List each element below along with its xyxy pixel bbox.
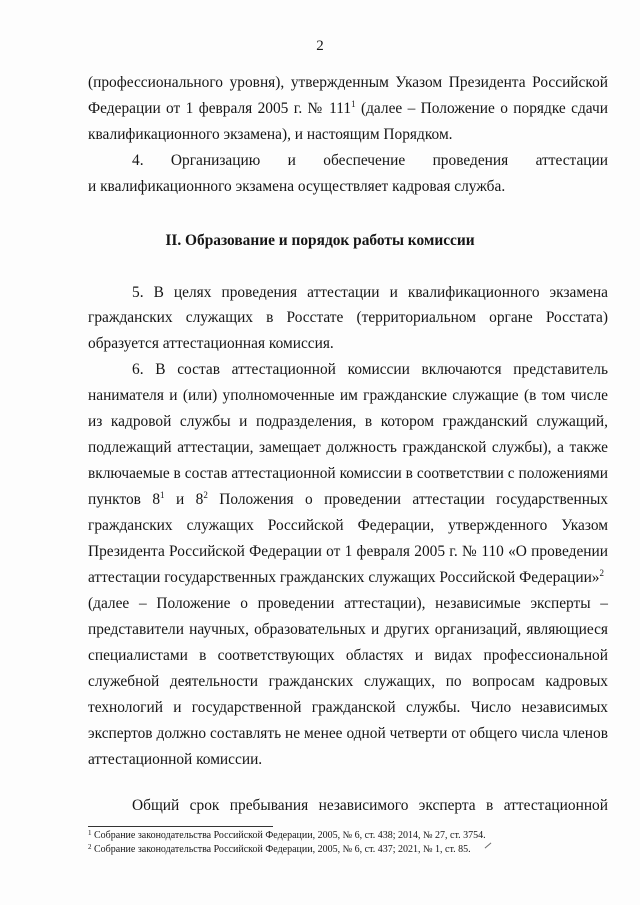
text-line: квалификационного экзамена), и настоящим Порядком. — [88, 126, 453, 143]
page-number: 2 — [316, 38, 324, 54]
footnote-number: 1 — [88, 829, 92, 837]
text-line: Президента Российской Федерации от 1 февраля 2005 г. № 110 «О проведении — [88, 543, 608, 560]
footnote-number: 2 — [88, 843, 92, 851]
text-line: 4. Организацию и обеспечение проведения аттестации — [132, 152, 608, 169]
text-segment: пунктов 8 — [88, 491, 161, 508]
text-line: нанимателя и (или) уполномоченные им гражданские служащие (в том числе — [88, 387, 608, 404]
text-line: подлежащий аттестации, замещает должность гражданской службы), а также — [88, 439, 608, 456]
footnote — [88, 829, 486, 842]
text-line: (далее – Положение о проведении аттестации), независимые эксперты – — [88, 595, 608, 612]
text-line — [88, 489, 608, 511]
text-line: и квалификационного экзамена осуществляет кадровая служба. — [88, 178, 506, 195]
text-line — [88, 98, 608, 120]
text-segment: аттестации государственных гражданских служащих Российской Федерации» — [88, 569, 600, 586]
footnote — [88, 843, 471, 856]
pen-mark — [485, 843, 492, 849]
text-line: из кадровой службы и подразделения, в котором гражданский служащий, — [88, 413, 608, 430]
text-line: включаемые в состав аттестационной комиссии в соответствии с положениями — [88, 465, 608, 482]
text-line: гражданских служащих в Росстате (территориальном органе Росстата) — [88, 309, 608, 326]
text-line: образуется аттестационная комиссия. — [88, 335, 334, 352]
superscript: 1 — [160, 490, 165, 500]
text-line: гражданских служащих Российской Федерации, утвержденного Указом — [88, 517, 608, 534]
text-line: служебной деятельности гражданских служащих, по вопросам кадровых — [88, 673, 608, 690]
text-segment: и 8 — [164, 491, 204, 508]
text-line — [88, 567, 608, 589]
section-heading: II. Образование и порядок работы комиссии — [165, 232, 475, 249]
text-line: Общий срок пребывания независимого эксперта в аттестационной — [132, 797, 608, 814]
footnote-text: Собрание законодательства Российской Федерации, 2005, № 6, ст. 438; 2014, № 27, ст. 3754. — [91, 830, 486, 841]
text-segment: Федерации от 1 февраля 2005 г. № 111 — [88, 100, 352, 117]
footnote-ref: 2 — [599, 568, 605, 578]
superscript: 2 — [203, 490, 208, 500]
text-line: аттестационной комиссии. — [88, 751, 263, 768]
text-line: представители научных, образовательных и других организаций, являющиеся — [88, 621, 608, 638]
text-segment: (далее – Положение о порядке сдачи — [355, 100, 608, 117]
text-line: технологий и государственной гражданской службы. Число независимых — [88, 699, 608, 716]
text-line: 6. В состав аттестационной комиссии включаются представитель — [132, 361, 608, 378]
text-line: (профессионального уровня), утвержденным Указом Президента Российской — [88, 74, 608, 91]
footnote-text: Собрание законодательства Российской Федерации, 2005, № 6, ст. 437; 2021, № 1, ст. 85. — [91, 844, 471, 855]
text-segment: Положения о проведении аттестации государственных — [207, 491, 608, 508]
text-line: специалистами в соответствующих областях и видах профессиональной — [88, 647, 608, 664]
footnote-ref: 1 — [351, 99, 356, 109]
footnote-separator — [88, 826, 273, 827]
text-line: 5. В целях проведения аттестации и квалификационного экзамена — [132, 284, 608, 301]
text-line: экспертов должно составлять не менее одной четверти от общего числа членов — [88, 725, 608, 742]
